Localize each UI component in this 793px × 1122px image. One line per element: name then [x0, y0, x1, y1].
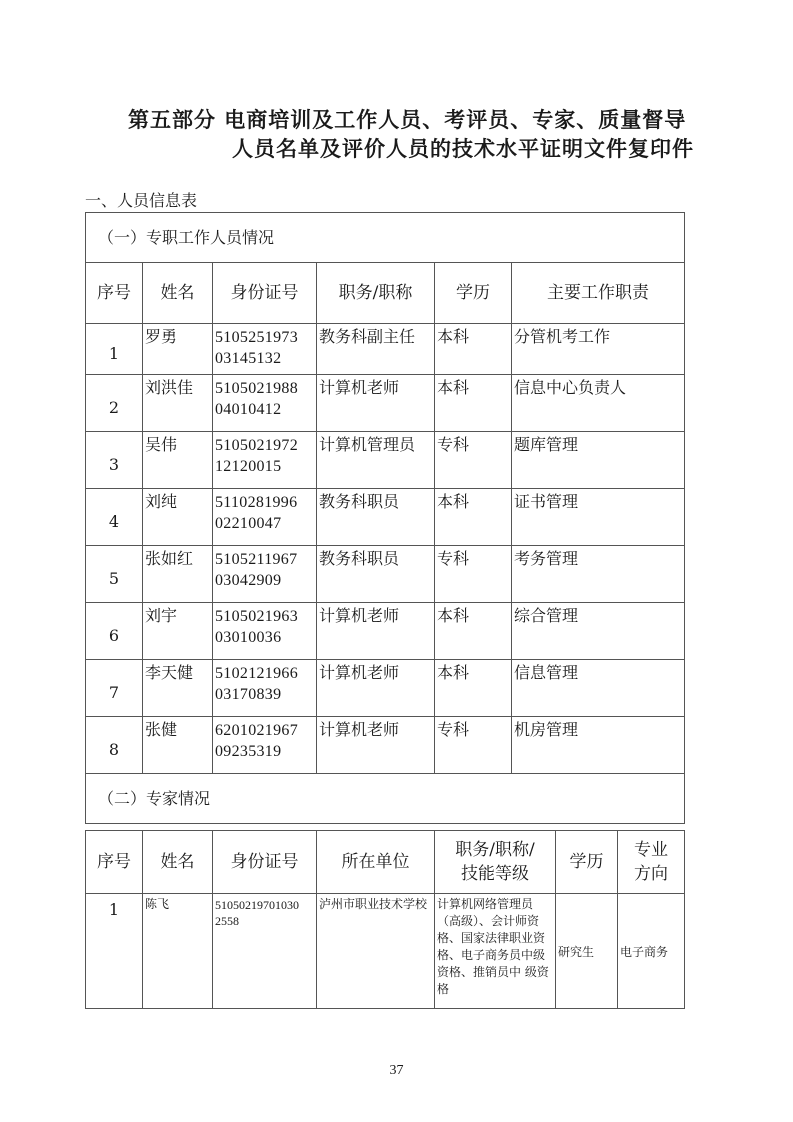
row-edu: 专科	[435, 432, 512, 489]
row-name: 刘洪佳	[143, 375, 213, 432]
row-duty: 信息管理	[512, 660, 685, 717]
expert-id: 51050219701030 2558	[213, 894, 317, 1009]
expert-header-edu: 学历	[556, 831, 618, 894]
expert-header-unit: 所在单位	[317, 831, 435, 894]
staff-row	[86, 717, 685, 774]
row-title: 计算机老师	[317, 660, 435, 717]
staff-row	[86, 660, 685, 717]
expert-header-no: 序号	[86, 831, 143, 894]
row-duty: 信息中心负责人	[512, 375, 685, 432]
expert-header-name: 姓名	[143, 831, 213, 894]
col-header-name: 姓名	[143, 263, 213, 324]
expert-name: 陈飞	[143, 894, 213, 1009]
row-no: 5	[86, 546, 143, 603]
row-duty: 题库管理	[512, 432, 685, 489]
page-number: 37	[389, 1063, 404, 1078]
row-title: 教务科职员	[317, 546, 435, 603]
staff-row	[86, 375, 685, 432]
row-name: 刘宇	[143, 603, 213, 660]
row-title: 教务科职员	[317, 489, 435, 546]
row-no: 6	[86, 603, 143, 660]
row-edu: 本科	[435, 324, 512, 375]
row-id: 5105211967 03042909	[213, 546, 317, 603]
row-title: 计算机老师	[317, 717, 435, 774]
document-title-line1: 第五部分 电商培训及工作人员、考评员、专家、质量督导	[128, 107, 687, 132]
expert-header-title: 职务/职称/ 技能等级	[435, 831, 556, 894]
row-id: 5105021963 03010036	[213, 603, 317, 660]
row-title: 教务科副主任	[317, 324, 435, 375]
expert-row	[86, 894, 685, 1009]
section-heading: 一、人员信息表	[85, 191, 198, 210]
expert-title: 计算机网络管理员（高级）、会计师资格、国家法律职业资格、电子商务员中级资格、推销员中 级资格	[435, 894, 556, 1009]
col-header-title: 职务/职称	[317, 263, 435, 324]
row-no: 8	[86, 717, 143, 774]
row-edu: 专科	[435, 717, 512, 774]
document-title-line2: 人员名单及评价人员的技术水平证明文件复印件	[232, 136, 694, 161]
row-title: 计算机老师	[317, 603, 435, 660]
row-no: 1	[86, 324, 143, 375]
row-edu: 本科	[435, 375, 512, 432]
staff-table	[85, 212, 685, 824]
expert-major: 电子商务	[618, 894, 685, 1009]
row-id: 5102121966 03170839	[213, 660, 317, 717]
col-header-id: 身份证号	[213, 263, 317, 324]
row-name: 张如红	[143, 546, 213, 603]
staff-row	[86, 432, 685, 489]
row-edu: 专科	[435, 546, 512, 603]
experts-table-heading: （二）专家情况	[86, 774, 685, 824]
row-duty: 证书管理	[512, 489, 685, 546]
row-id: 6201021967 09235319	[213, 717, 317, 774]
staff-row	[86, 489, 685, 546]
row-no: 7	[86, 660, 143, 717]
col-header-edu: 学历	[435, 263, 512, 324]
row-name: 张健	[143, 717, 213, 774]
staff-row	[86, 603, 685, 660]
row-edu: 本科	[435, 489, 512, 546]
expert-no: 1	[86, 894, 143, 1009]
row-name: 罗勇	[143, 324, 213, 375]
expert-edu: 研究生	[556, 894, 618, 1009]
col-header-duty: 主要工作职责	[512, 263, 685, 324]
staff-row	[86, 546, 685, 603]
expert-header-major: 专业 方向	[618, 831, 685, 894]
row-no: 3	[86, 432, 143, 489]
row-duty: 考务管理	[512, 546, 685, 603]
row-id: 5110281996 02210047	[213, 489, 317, 546]
expert-header-id: 身份证号	[213, 831, 317, 894]
row-edu: 本科	[435, 603, 512, 660]
row-name: 刘纯	[143, 489, 213, 546]
row-duty: 机房管理	[512, 717, 685, 774]
row-duty: 综合管理	[512, 603, 685, 660]
row-name: 吴伟	[143, 432, 213, 489]
row-id: 5105021972 12120015	[213, 432, 317, 489]
row-no: 2	[86, 375, 143, 432]
row-title: 计算机管理员	[317, 432, 435, 489]
expert-unit: 泸州市职业技术学校	[317, 894, 435, 1009]
row-name: 李天健	[143, 660, 213, 717]
row-no: 4	[86, 489, 143, 546]
staff-table-heading: （一）专职工作人员情况	[86, 213, 685, 263]
row-title: 计算机老师	[317, 375, 435, 432]
staff-row	[86, 324, 685, 375]
row-id: 5105251973 03145132	[213, 324, 317, 375]
row-duty: 分管机考工作	[512, 324, 685, 375]
row-edu: 本科	[435, 660, 512, 717]
col-header-no: 序号	[86, 263, 143, 324]
row-id: 5105021988 04010412	[213, 375, 317, 432]
experts-table	[85, 830, 685, 1009]
